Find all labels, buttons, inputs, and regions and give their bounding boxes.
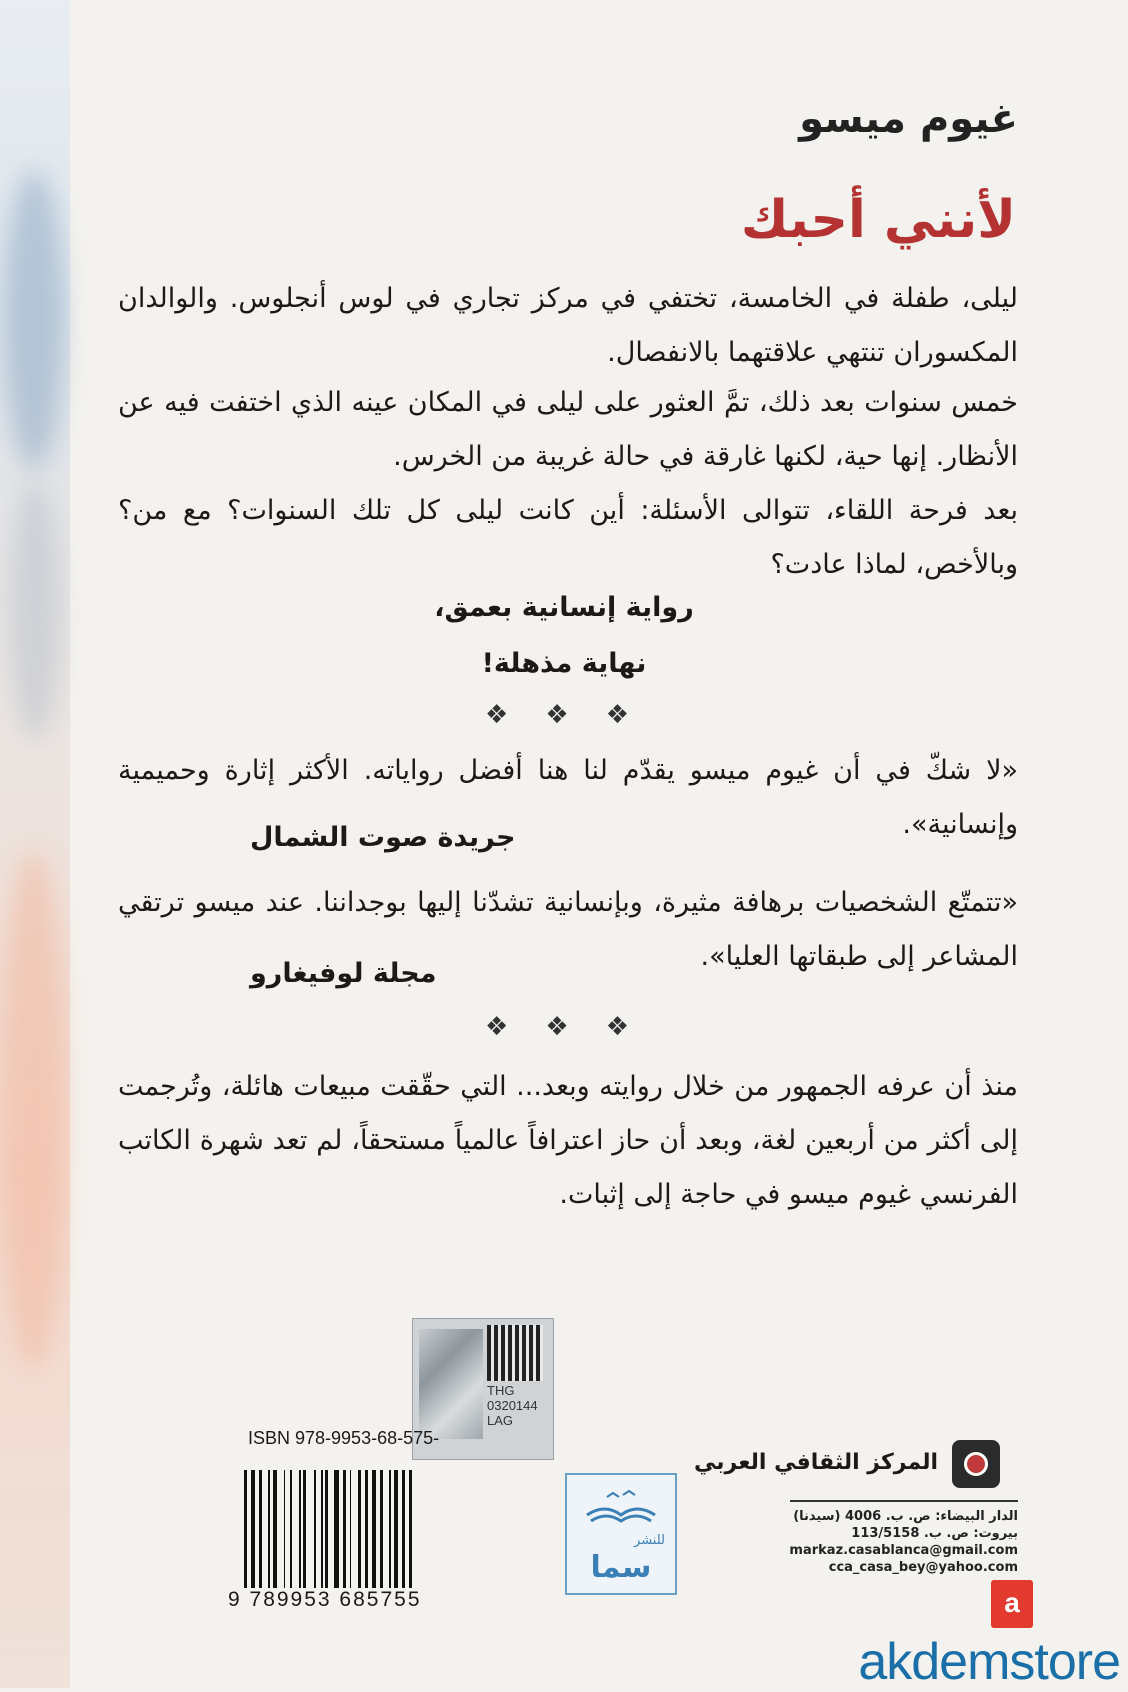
- publisher-email-1: markaz.casablanca@gmail.com: [789, 1543, 1018, 1558]
- barcode-bar: [343, 1470, 346, 1588]
- publisher-name: المركز الثقافي العربي: [694, 1450, 938, 1475]
- sticker-line-3: LAG: [487, 1413, 514, 1428]
- synopsis-paragraph-2: خمس سنوات بعد ذلك، تمَّ العثور على ليلى في المكان عينه الذي اختفت فيه عن الأنظار. إنها حية، لكنها غارقة في حالة غريبة من الخرس.: [118, 387, 1018, 472]
- store-icon-letter: a: [1004, 1587, 1020, 1618]
- barcode-bar: [334, 1470, 339, 1588]
- barcode-number: 9 789953 685755: [228, 1588, 422, 1611]
- barcode-bar: [303, 1470, 306, 1588]
- store-bag-icon: [991, 1580, 1033, 1628]
- review-source-1: جريدة صوت الشمال: [250, 822, 516, 853]
- publisher-contact: [718, 1508, 1018, 1576]
- review-quote-2: «تتمتّع الشخصيات برهافة مثيرة، وبإنسانية تشدّنا إليها بوجداننا. عند ميسو ترتقي المشاعر إلى طبقاتها العليا».: [118, 887, 1018, 972]
- barcode-bar: [389, 1470, 391, 1588]
- barcode-bar: [350, 1470, 352, 1588]
- publisher-address-2: بيروت: ص. ب. 113/5158: [851, 1526, 1018, 1541]
- barcode-bar: [290, 1470, 292, 1588]
- edge-blue-wash: [4, 170, 64, 470]
- book-title: لأنني أحبك: [740, 190, 1016, 250]
- barcode-bar: [380, 1470, 383, 1588]
- barcode-bar: [409, 1470, 412, 1588]
- qr-code: [487, 1325, 543, 1381]
- edge-peach-wash: [0, 850, 66, 1370]
- sticker-code: [487, 1383, 538, 1428]
- review-source-2: مجلة لوفيغارو: [250, 958, 437, 989]
- barcode-bar: [259, 1470, 262, 1588]
- barcode-bar: [314, 1470, 316, 1588]
- publisher-divider: [790, 1500, 1018, 1502]
- barcode-bar: [372, 1470, 377, 1588]
- barcode-bar: [273, 1470, 278, 1588]
- barcode-bar: [394, 1470, 399, 1588]
- barcode-bar: [244, 1470, 247, 1588]
- hologram: [419, 1329, 483, 1439]
- publisher-logo-icon: [952, 1440, 1000, 1488]
- sticker-line-1: THG: [487, 1383, 515, 1398]
- open-book-icon: [567, 1481, 675, 1541]
- synopsis-paragraph-1: ليلى، طفلة في الخامسة، تختفي في مركز تجاري في لوس أنجلوس. والوالدان المكسوران تنتهي علاقتهما بالانفصال.: [118, 283, 1018, 368]
- store-watermark: akdemstore: [858, 1633, 1120, 1691]
- sama-sub-label: للنشر: [634, 1533, 665, 1548]
- barcode-bar: [268, 1470, 270, 1588]
- barcode-bar: [365, 1470, 368, 1588]
- sama-name: سما: [590, 1550, 652, 1585]
- cover-edge-artwork: [0, 0, 70, 1688]
- barcode-bar: [284, 1470, 286, 1588]
- barcode-bar: [402, 1470, 405, 1588]
- sticker-line-2: 0320144: [487, 1398, 538, 1413]
- barcode-bar: [325, 1470, 328, 1588]
- barcode-bar: [251, 1470, 256, 1588]
- barcode-bar: [321, 1470, 323, 1588]
- tagline-2: نهاية مذهلة!: [481, 648, 647, 679]
- barcode-bar: [358, 1470, 361, 1588]
- synopsis-paragraph-3: بعد فرحة اللقاء، تتوالى الأسئلة: أين كانت ليلى كل تلك السنوات؟ مع من؟ وبالأخص، لماذا عادت؟: [118, 495, 1018, 580]
- isbn-label: ISBN 978-9953-68-575-: [248, 1428, 440, 1448]
- closing-paragraph: منذ أن عرفه الجمهور من خلال روايته وبعد... التي حقّقت مبيعات هائلة، وتُرجمت إلى أكثر من أربعين لغة، وبعد أن حاز اعترافاً عالمياً مستحقاً، لم تعد شهرة الكاتب الفرنسي غيوم ميسو في حاجة إلى إثبات.: [118, 1071, 1018, 1210]
- publisher-address-1: الدار البيضاء: ص. ب. 4006 (سيدنا): [793, 1509, 1018, 1524]
- sama-publisher-logo: [565, 1473, 677, 1595]
- barcode: [240, 1470, 452, 1592]
- barcode-bar: [299, 1470, 301, 1588]
- ornament-divider-1: ❖ ❖ ❖: [484, 700, 644, 730]
- review-quote-1: «لا شكّ في أن غيوم ميسو يقدّم لنا هنا أفضل رواياته. الأكثر إثارة وحميمية وإنسانية».: [118, 755, 1018, 840]
- tagline-1: رواية إنسانية بعمق،: [434, 592, 694, 623]
- ornament-divider-2: ❖ ❖ ❖: [484, 1012, 644, 1042]
- publisher-email-2: cca_casa_bey@yahoo.com: [828, 1560, 1018, 1575]
- author-name: غيوم ميسو: [799, 96, 1018, 142]
